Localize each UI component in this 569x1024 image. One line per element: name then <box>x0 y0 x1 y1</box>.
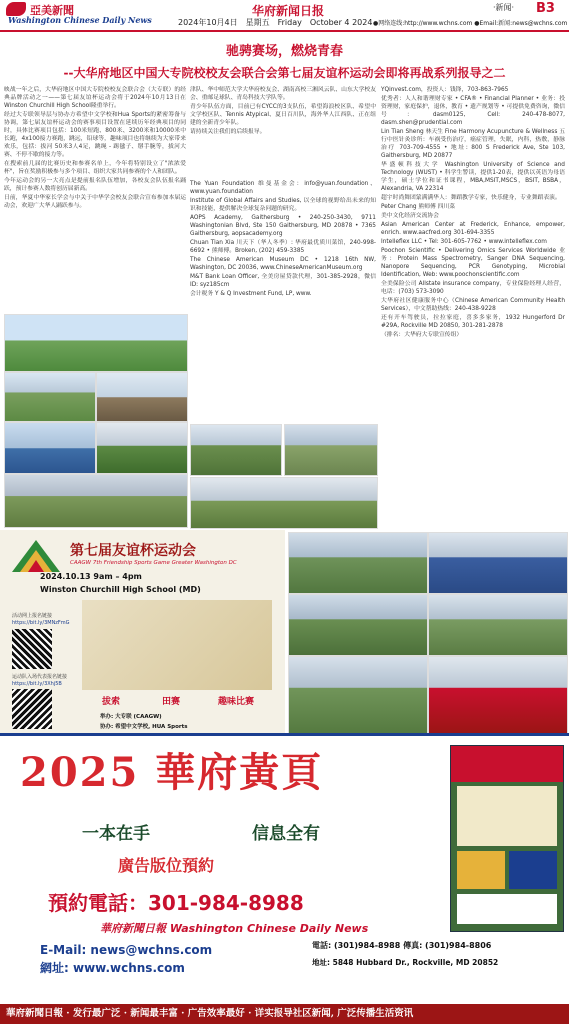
footer-banner <box>0 1004 569 1024</box>
poster-sports-illustration <box>82 600 272 690</box>
poster-title: 第七届友谊杯运动会 <box>70 543 196 559</box>
event-photo-4 <box>428 594 568 656</box>
article-paragraph: 请持续关注我们的后续报导。 <box>190 129 266 135</box>
qr-code-2[interactable] <box>12 689 52 729</box>
poster-tag: 拔索 <box>102 697 121 707</box>
article-column-1 <box>4 86 186 311</box>
ad-brand: 華府新聞日報 Washington Chinese Daily News <box>100 922 369 935</box>
page-number: B3 <box>536 1 555 16</box>
headline-main: 驰骋赛场，燃烧青春 <box>225 44 343 59</box>
event-photo-3 <box>288 594 428 656</box>
section-label: ·新闻· <box>493 3 515 12</box>
issue-date: 2024年10月4日 星期五 Friday October 4 2024 <box>178 18 373 27</box>
article-paragraph: 大华府社区健康服务中心（Chinese American Community Health Services），中文帮助热线：240-438-9228 <box>381 298 565 312</box>
newspaper-logo <box>4 2 152 28</box>
article-paragraph: Intelleflex LLC • Tel: 301-605-7762 • www.intelleflex.com <box>381 239 547 245</box>
article-column-2-top <box>190 86 376 176</box>
section-divider <box>0 733 569 736</box>
article-paragraph: 青少年队伍方面，目前已有CYCC的3支队伍，希望海浪校区队、希望中文学校区队、Tennis Atypical、夏日百川队，海外华人江西队、正在组建的全新青少年队。 <box>190 104 376 126</box>
poster-cohost: 协办: 希望中文学校, HUA Sports <box>100 724 188 730</box>
logo-mark-icon <box>6 2 26 16</box>
qr1-link[interactable]: https://bit.ly/3MNzFmG <box>12 620 70 626</box>
athletes-photo-3 <box>96 372 188 422</box>
poster-organizer: 举办: 大专联 (CAAGW) <box>100 714 162 720</box>
ad-title: 2025 華府黃頁 <box>20 749 324 796</box>
article-paragraph: Lin Tian Sheng 林天生 Fine Harmony Acupuncture & Wellness 五行中医针灸诊所：车祸受伤治疗，癌症管理，失眠，内科，热敷，静脉治疗 703-709-4555 • 地址: 800 S Frederick Ave, Ste 103, Gaithersburg, MD 20877 <box>381 129 565 159</box>
article-paragraph: 今年运动会的另一大亮点是提前报名队伍增加，各校友会队伍报名踊跃，预计参赛人数将创历届新高。 <box>4 178 186 192</box>
ad-website[interactable]: 網址: www.wchns.com <box>40 961 185 975</box>
article-paragraph: 在搜索前几届的比赛历史和参赛名单上，今年将特别设立了"浓浓爱杯"，旨在奖励积极参与多个项目、组织大家共同参赛的个人和团队。 <box>4 161 186 175</box>
article-paragraph: The Yuan Foundation 维曼基金会：info@yuan.foundation、www.yuan.foundation <box>190 181 376 195</box>
athletes-photo-4 <box>4 422 96 474</box>
article-paragraph: （排名：大华府大专联宣传组） <box>381 332 463 338</box>
footer-text: 華府新聞日報 · 发行最广泛 · 新闻最丰富 · 广告效率最好 · 详实报导社区新闻, 广泛传播生活资讯 <box>6 1008 414 1019</box>
article-paragraph: Chuan Tian Xia 川天下（华人冬季）: 华府最优质川菜馆，240-998-6692 • 熊师傅。Broken, (202) 459-3385 <box>190 240 376 254</box>
article-paragraph: The Chinese American Museum DC • 1218 16th NW, Washington, DC 20036, www.ChineseAmericanMuseum.org <box>190 257 376 271</box>
athletes-photo-6 <box>4 474 188 528</box>
ad-address: 地址: 5848 Hubbard Dr., Rockville, MD 20852 <box>312 958 499 967</box>
event-photo-5 <box>288 656 428 734</box>
article-paragraph: 超宇时尚舞团蒙满满华人：舞蹈教学专家，快乐健身，专业舞蹈表演。 <box>381 195 561 201</box>
qr-code-1[interactable] <box>12 629 52 669</box>
masthead <box>0 0 569 32</box>
article-paragraph: 映战一年之后，大华府地区中国大专院校校友会联合会（大专联）的经典品牌活动之一——第七届友谊杯运动会将于2024年10月13日在Winston Churchill High School隆重举行。 <box>4 87 186 109</box>
headline-sub: --大华府地区中国大专院校校友会联合会第七届友谊杯运动会即将再战系列报导之二 <box>63 66 506 80</box>
yellow-pages-book-cover <box>450 745 564 932</box>
logo-english-name: Washington Chinese Daily News <box>8 15 152 25</box>
article-paragraph: AOPS Academy, Gaithersburg • 240-250-3430, 9711 Washingtonian Blvd, Ste 150 Gaithersburg, MD 20878 • 7365 Gaithersburg, aopsacademy.org <box>190 215 376 237</box>
caagw-logo-icon <box>8 536 64 576</box>
event-photo-6 <box>428 656 568 734</box>
ad-tel-fax: 電話: (301)984-8988 傳真: (301)984-8806 <box>312 941 492 950</box>
team-photo-3 <box>190 477 378 529</box>
event-photo-1 <box>288 532 428 594</box>
logo-chinese-name: 亞美新聞 <box>30 4 74 17</box>
article-paragraph: Institute of Global Affairs and Studies, 以全球的视野给出未来的知识和技能，提供解决全球复杂问题的研究。 <box>190 198 376 212</box>
article-paragraph: Peter Chang 熊师傅 四川菜 <box>381 204 456 210</box>
article-paragraph: 美中文化经济交流协会 <box>381 213 439 219</box>
qr2-caption: 运动队入场代表报名链接 <box>12 674 68 680</box>
article-paragraph: 经过大专联领导层与协办方希望中文学校和Hua Sports的紧密筹备与协调，第七届友谊杯运动会的赛事项目设置在延续历年经典项目的同时，具体比赛项目包括：100米短跑、800米、3200米和10000米中长跑，4x100接力赛跑，跳远，铅球等，趣味项目也将继续为大家带来欢乐，包括：拔河 50米3人4足，跳绳 - 踢毽子、掰手腕等，拔河大赛、不停不歇的接力等。 <box>4 112 186 158</box>
athletes-photo-1 <box>4 314 188 372</box>
article-paragraph: Asian American Center at Frederick, Enhance, empower, enrich. www.aacfred.org 301-694-3355 <box>381 222 565 236</box>
article-paragraph: 华盛顿科技大学 Washington University of Science and Technology (WUST) • 科学生警读，提供1-20表，提供以英语为母语学生，硕士学位和证书课程，MBA,MSIT,MSCS，BSIT, BSBA，Alexandria, VA 22314 <box>381 162 565 192</box>
poster-date: 2024.10.13 9am – 4pm <box>40 572 142 581</box>
athletes-photo-5 <box>96 422 188 474</box>
article-column-3 <box>381 86 565 526</box>
article-paragraph: M&T Bank Loan Officer, 全美房屋贷款代理，301-385-2928，微信ID: syz185cm <box>190 274 376 288</box>
article-paragraph: 还有开车驾驶员，拉拉家庭，喜多多家务，1932 Hungerford Dr #29A, Rockville MD 20850, 301-281-2878 <box>381 315 565 329</box>
ad-slogan-2: 信息全有 <box>252 824 320 844</box>
poster-tag: 趣味比赛 <box>218 697 255 707</box>
article-paragraph: YQinvest.com，投资人：钱锋，703-863-7965 <box>381 87 509 93</box>
ad-phone: 預約電話：301-984-8988 <box>48 891 304 915</box>
ad-email[interactable]: E-Mail: news@wchns.com <box>40 943 213 957</box>
article-paragraph: 优秀者：人人和谐理财专家 • CFA® • Financial Planner • 业务：投资理财，家庭保护，退休，教育 • 遗产规划等 • 可提供免费咨询，微信号：dasm0125, Cell: 240-478-8077, dasm.shen@prudential.com <box>381 96 565 126</box>
masthead-title: 华府新闻日报 <box>251 4 324 18</box>
poster-venue: Winston Churchill High School (MD) <box>40 585 201 594</box>
team-photo-2 <box>284 424 378 476</box>
yellow-pages-ad <box>0 737 569 1002</box>
team-photo-1 <box>190 424 282 476</box>
poster-subtitle: CAAGW 7th Friendship Sports Game Greater Washington DC <box>70 560 237 566</box>
ad-slogan-1: 一本在手 <box>82 824 150 844</box>
contact-line: ●网络连线:http://www.wchns.com ●Email:新闻:news@wchns.com <box>373 20 568 27</box>
qr2-link[interactable]: https://bit.ly/3Xhj5B <box>12 681 62 687</box>
article-paragraph: Poochon Scientific • Delivering Omics Services Worldwide 业务：Protein Mass Spectrometry, Sanger DNA Sequencing, Nanopore Sequencing, PCR Genotyping, Microbial Identification, Web: www.poochonscientific.com <box>381 248 565 278</box>
qr1-caption: 活动网上报名链接 <box>12 613 53 619</box>
event-photo-2 <box>428 532 568 594</box>
article-paragraph: 津队、华中师范大学大华府校友会、湖南高校三湘风云队、山东大学校友会、重邮足球队、青岛科技大学队等。 <box>190 87 376 101</box>
athletes-photo-2 <box>4 372 96 422</box>
article-paragraph: 全美保险公司 Allstate insurance company，专业保险经理人经营，电话：(703) 573-3090 <box>381 281 565 295</box>
poster-tag: 田赛 <box>162 697 181 707</box>
sports-game-poster <box>0 530 285 733</box>
article-paragraph: 会计税务 Y & Q Investment Fund, LP, www. <box>190 291 312 297</box>
ad-booking-label: 廣告版位預約 <box>118 856 215 875</box>
article-column-2-list <box>190 180 376 420</box>
article-paragraph: 日前，华夏中华家长学会与中关于中华学会校友会联合宣布参加本届运动会，欢迎广大华人踊跃参与。 <box>4 195 186 209</box>
